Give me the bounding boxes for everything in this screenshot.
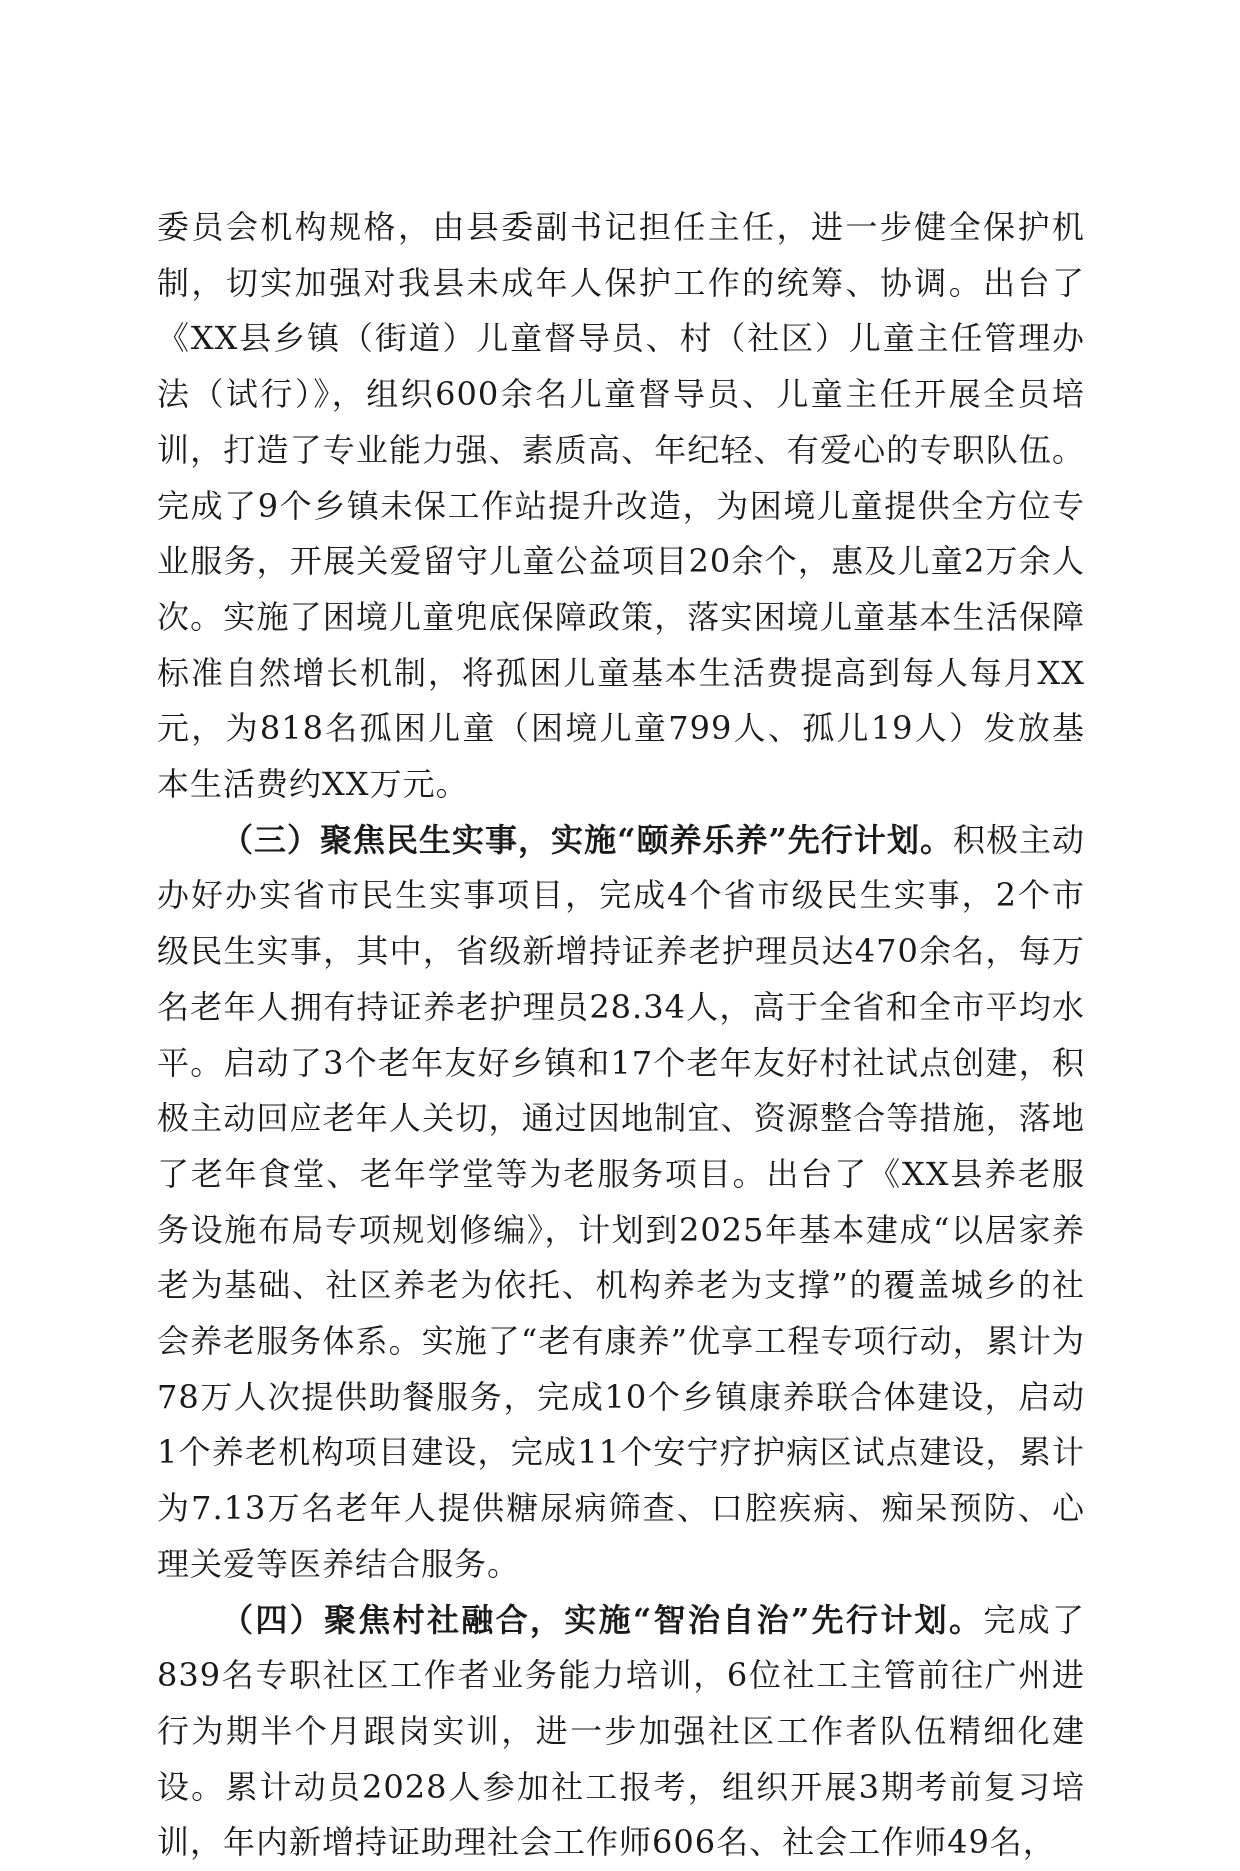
paragraph-text: 积极主动办好办实省市民生实事项目，完成4个省市级民生实事，2个市级民生实事，其中，省级新增持证养老护理员达470余名，每万名老年人拥有持证养老护理员28.34人，高于全省和全市平均水平。启动了3个老年友好乡镇和17个老年友好村社试点创建，积极主动回应老年人关切，通过因地制宜、资源整合等措施，落地了老年食堂、老年学堂等为老服务项目。出台了《XX县养老服务设施布局专项规划修编》，计划到2025年基本建成“以居家养老为基础、社区养老为依托、机构养老为支撑”的覆盖城乡的社会养老服务体系。实施了“老有康养”优享工程专项行动，累计为78万人次提供助餐服务，完成10个乡镇康养联合体建设，启动1个养老机构项目建设，完成11个安宁疗护病区试点建设，累计为7.13万名老年人提供糖尿病筛查、口腔疾病、痴呆预防、心理关爱等医养结合服务。 [157,820,1085,1583]
paragraph-continued [157,200,1085,813]
paragraph-text: 委员会机构规格，由县委副书记担任主任，进一步健全保护机制，切实加强对我县未成年人保护工作的统筹、协调。出台了《XX县乡镇（街道）儿童督导员、村（社区）儿童主任管理办法（试行）》，组织600余名儿童督导员、儿童主任开展全员培训，打造了专业能力强、素质高、年纪轻、有爱心的专职队伍。完成了9个乡镇未保工作站提升改造，为困境儿童提供全方位专业服务，开展关爱留守儿童公益项目20余个，惠及儿童2万余人次。实施了困境儿童兜底保障政策，落实困境儿童基本生活保障标准自然增长机制，将孤困儿童基本生活费提高到每人每月XX元，为818名孤困儿童（困境儿童799人、孤儿19人）发放基本生活费约XX万元。 [157,208,1085,804]
section-heading-3: （三）聚焦民生实事，实施“颐养乐养”先行计划。 [221,820,953,859]
paragraph-section-4 [157,1593,1085,1871]
section-heading-4: （四）聚焦村社融合，实施“智治自治”先行计划。 [221,1600,984,1639]
paragraph-text: 完成了839名专职社区工作者业务能力培训，6位社工主管前往广州进行为期半个月跟岗实训，进一步加强社区工作者队伍精细化建设。累计动员2028人参加社工报考，组织开展3期考前复习培训，年内新增持证助理社会工作师606名、社会工作师49名， [157,1600,1085,1862]
document-body [157,200,1085,1871]
paragraph-section-3 [157,813,1085,1593]
